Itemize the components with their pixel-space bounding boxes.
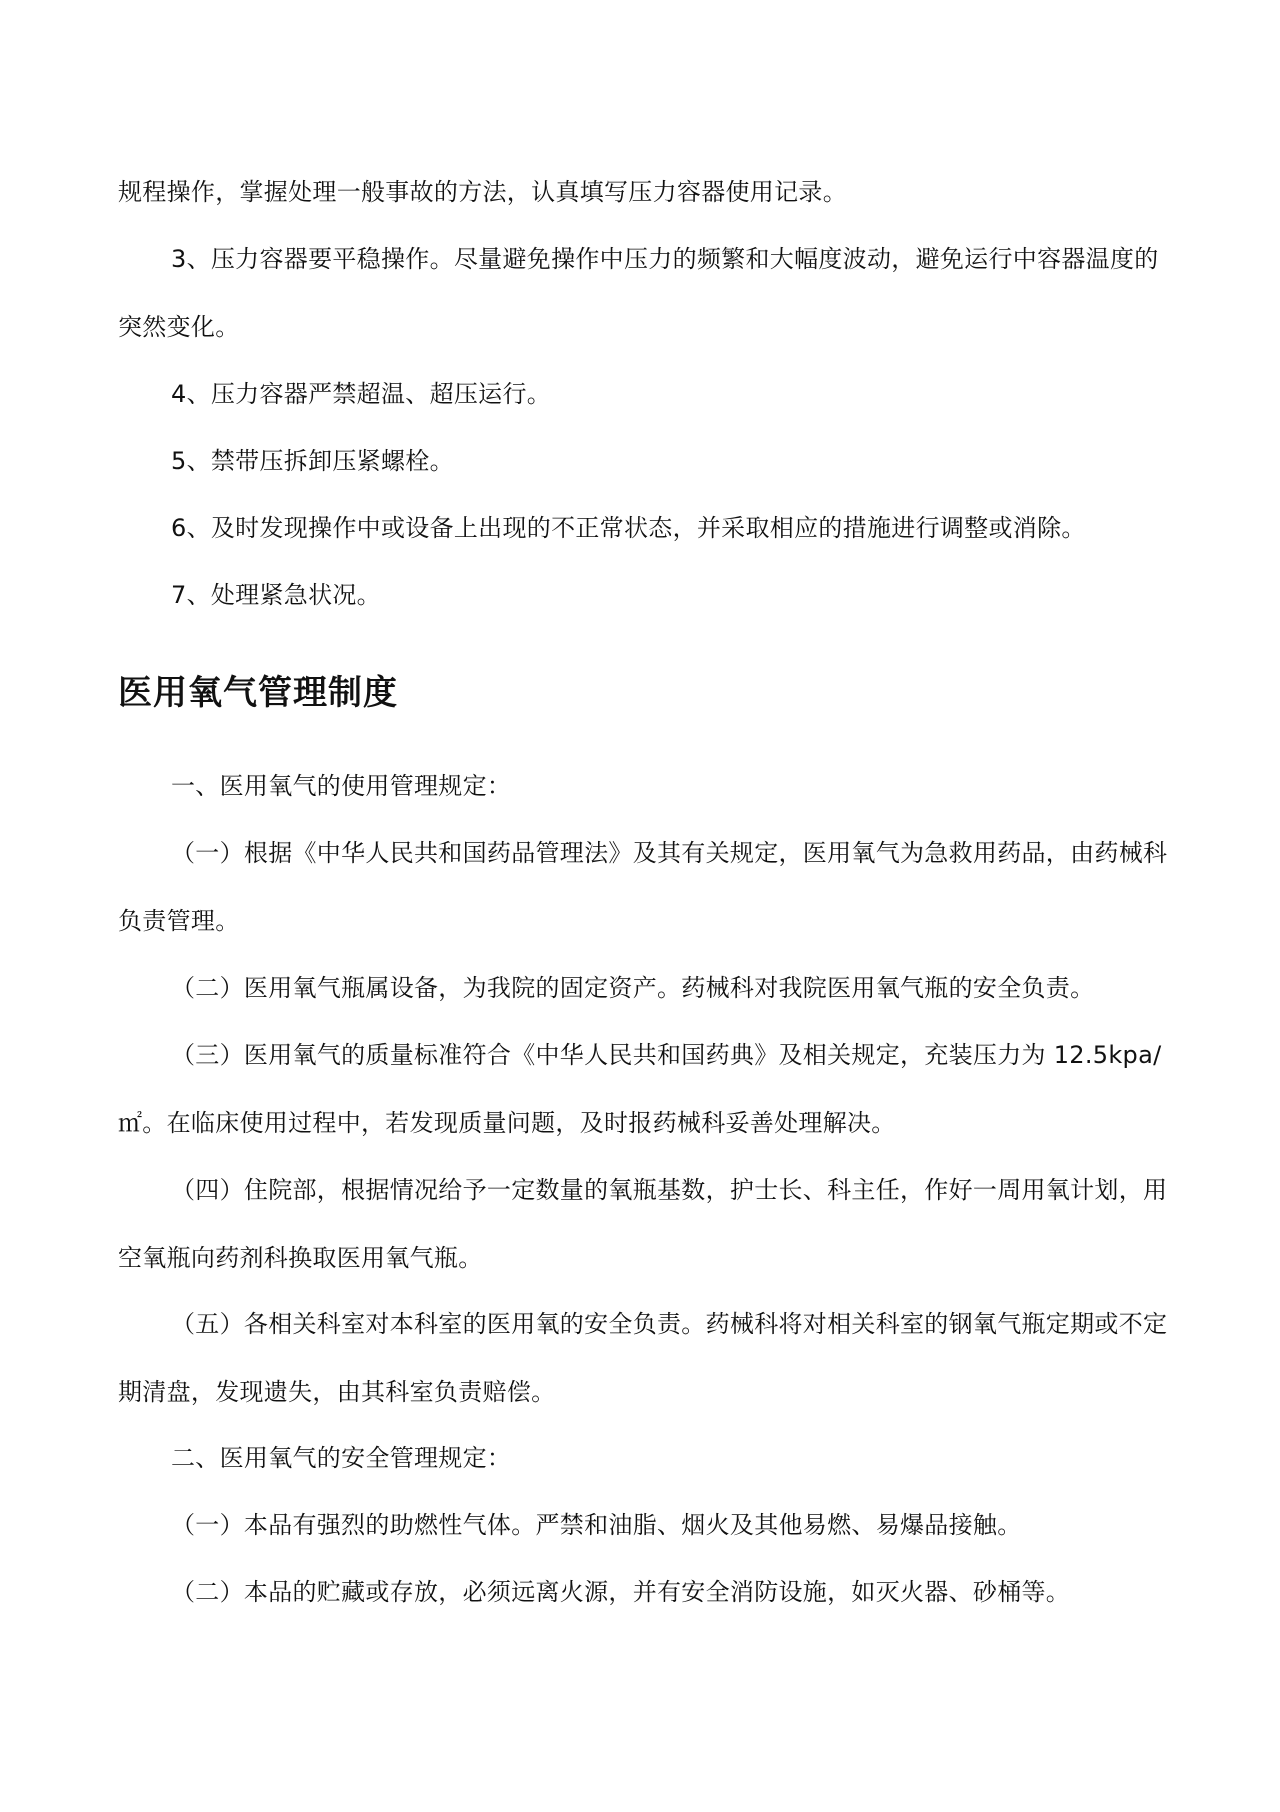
paragraph-item-6: 6、及时发现操作中或设备上出现的不正常状态，并采取相应的措施进行调整或消除。 <box>171 514 1086 542</box>
paragraph-safety-rule-2: （二）本品的贮藏或存放，必须远离火源，并有安全消防设施，如灭火器、砂桶等。 <box>171 1578 1071 1606</box>
paragraph-usage-rule-3: （三）医用氧气的质量标准符合《中华人民共和国药典》及相关规定，充装压力为 12.5kpa/㎡。在临床使用过程中，若发现质量问题，及时报药械科妥善处理解决。 <box>118 1041 1162 1137</box>
section-title: 医用氧气管理制度 <box>118 673 398 713</box>
paragraph-item-4: 4、压力容器严禁超温、超压运行。 <box>171 380 552 408</box>
paragraph-usage-rule-5: （五）各相关科室对本科室的医用氧的安全负责。药械科将对相关科室的钢氧气瓶定期或不定期清盘，发现遗失，由其科室负责赔偿。 <box>118 1310 1168 1406</box>
paragraph-item-5: 5、禁带压拆卸压紧螺栓。 <box>171 447 454 475</box>
paragraph-safety-rules-heading: 二、医用氧气的安全管理规定： <box>171 1444 512 1472</box>
paragraph-usage-rules-heading: 一、医用氧气的使用管理规定： <box>171 772 512 800</box>
paragraph-item-3: 3、压力容器要平稳操作。尽量避免操作中压力的频繁和大幅度波动，避免运行中容器温度的突然变化。 <box>118 245 1159 341</box>
paragraph-usage-rule-2: （二）医用氧气瓶属设备，为我院的固定资产。药械科对我院医用氧气瓶的安全负责。 <box>171 974 1095 1002</box>
paragraph-item-7: 7、处理紧急状况。 <box>171 581 381 609</box>
paragraph-safety-rule-1: （一）本品有强烈的助燃性气体。严禁和油脂、烟火及其他易燃、易爆品接触。 <box>171 1511 1022 1539</box>
paragraph-usage-rule-1: （一）根据《中华人民共和国药品管理法》及其有关规定，医用氧气为急救用药品，由药械科负责管理。 <box>118 839 1168 935</box>
paragraph-continuation: 规程操作，掌握处理一般事故的方法，认真填写压力容器使用记录。 <box>118 178 847 206</box>
paragraph-usage-rule-4: （四）住院部，根据情况给予一定数量的氧瓶基数，护士长、科主任，作好一周用氧计划，用空氧瓶向药剂科换取医用氧气瓶。 <box>118 1176 1168 1272</box>
